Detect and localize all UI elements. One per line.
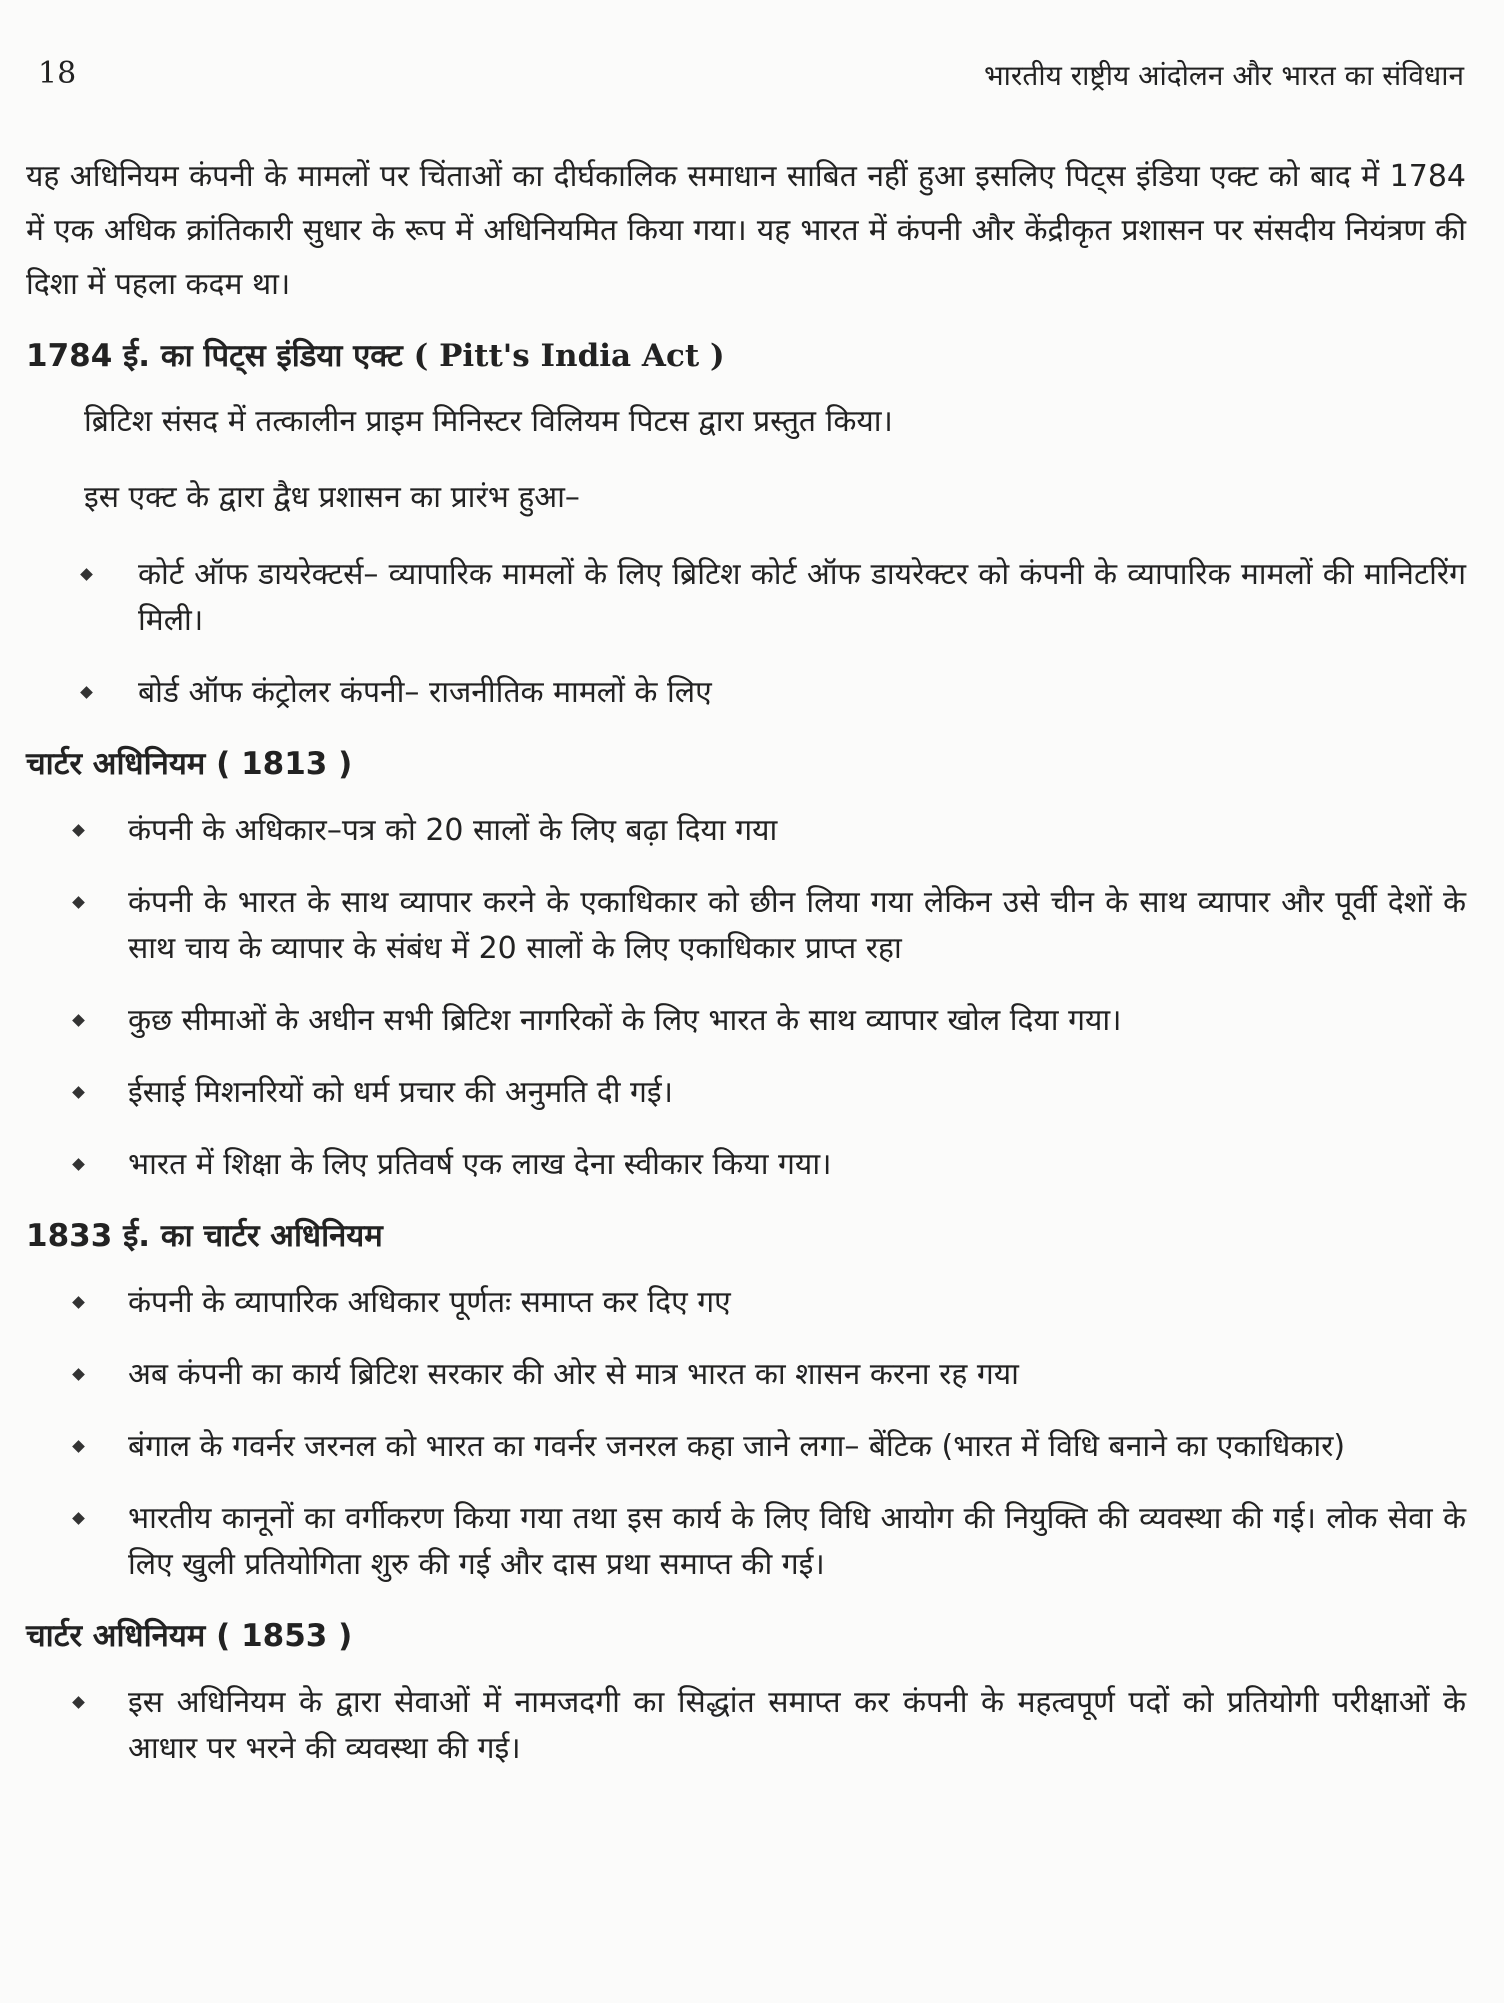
diamond-bullet-icon <box>72 1086 85 1099</box>
section-heading-charter-act-1833: 1833 ई. का चार्टर अधिनियम <box>26 1218 383 1254</box>
list-item-text: कंपनी के भारत के साथ व्यापार करने के एकाधिकार को छीन लिया गया लेकिन उसे चीन के साथ व्यापार और पूर्वी देशों के साथ चाय के व्यापार के संबंध में 20 सालों के लिए एकाधिकार प्राप्त रहा <box>128 885 1466 966</box>
page-content <box>26 150 1466 1798</box>
list-item <box>26 1070 1466 1116</box>
diamond-bullet-icon <box>72 1368 85 1381</box>
list-item <box>26 998 1466 1044</box>
list-item-text: बोर्ड ऑफ कंट्रोलर कंपनी– राजनीतिक मामलों के लिए <box>138 675 712 710</box>
bullet-list <box>26 1680 1466 1772</box>
list-item-text: कोर्ट ऑफ डायरेक्टर्स– व्यापारिक मामलों के लिए ब्रिटिश कोर्ट ऑफ डायरेक्टर को कंपनी के व्यापारिक मामलों की मानिटरिंग मिली। <box>138 557 1466 638</box>
diamond-bullet-icon <box>72 1158 85 1171</box>
list-item <box>26 880 1466 972</box>
diamond-bullet-icon <box>72 1014 85 1027</box>
list-item-text: अब कंपनी का कार्य ब्रिटिश सरकार की ओर से मात्र भारत का शासन करना रह गया <box>128 1357 1019 1392</box>
section-line: इस एक्ट के द्वारा द्वैध प्रशासन का प्रारंभ हुआ– <box>84 480 580 515</box>
section-line: ब्रिटिश संसद में तत्कालीन प्राइम मिनिस्टर विलियम पिटस द्वारा प्रस्तुत किया। <box>84 404 893 439</box>
diamond-bullet-icon <box>72 1696 85 1709</box>
list-item <box>26 1424 1466 1470</box>
heading-english: ( Pitt's India Act ) <box>413 338 725 374</box>
section-heading-pitts-india-act <box>26 334 1466 378</box>
list-item <box>26 808 1466 854</box>
list-item-text: भारतीय कानूनों का वर्गीकरण किया गया तथा इस कार्य के लिए विधि आयोग की नियुक्ति की व्यवस्था की गई। लोक सेवा के लिए खुली प्रतियोगिता शुरु की गई और दास प्रथा समाप्त की गई। <box>128 1501 1466 1582</box>
diamond-bullet-icon <box>72 1440 85 1453</box>
section-heading-charter-act-1813: चार्टर अधिनियम ( 1813 ) <box>26 746 353 782</box>
diamond-bullet-icon <box>80 568 93 581</box>
diamond-bullet-icon <box>72 824 85 837</box>
list-item-text: कंपनी के व्यापारिक अधिकार पूर्णतः समाप्त कर दिए गए <box>128 1285 731 1320</box>
list-item <box>26 552 1466 644</box>
diamond-bullet-icon <box>72 896 85 909</box>
diamond-bullet-icon <box>72 1296 85 1309</box>
list-item-text: ईसाई मिशनरियों को धर्म प्रचार की अनुमति दी गई। <box>128 1075 674 1110</box>
page-number: 18 <box>38 56 77 91</box>
list-item-text: कंपनी के अधिकार–पत्र को 20 सालों के लिए बढ़ा दिया गया <box>128 813 778 848</box>
list-item-text: बंगाल के गवर्नर जरनल को भारत का गवर्नर जनरल कहा जाने लगा– बेंटिक (भारत में विधि बनाने का एकाधिकार) <box>128 1429 1346 1464</box>
heading-hindi: 1784 ई. का पिट्स इंडिया एक्ट <box>26 338 403 374</box>
running-title: भारतीय राष्ट्रीय आंदोलन और भारत का संविधान <box>983 59 1464 92</box>
list-item-text: भारत में शिक्षा के लिए प्रतिवर्ष एक लाख देना स्वीकार किया गया। <box>128 1147 832 1182</box>
diamond-bullet-icon <box>72 1512 85 1525</box>
list-item <box>26 1680 1466 1772</box>
list-item-text: कुछ सीमाओं के अधीन सभी ब्रिटिश नागरिकों के लिए भारत के साथ व्यापार खोल दिया गया। <box>128 1003 1122 1038</box>
list-item-text: इस अधिनियम के द्वारा सेवाओं में नामजदगी का सिद्धांत समाप्त कर कंपनी के महत्वपूर्ण पदों को प्रतियोगी परीक्षाओं के आधार पर भरने की व्यवस्था की गई। <box>128 1685 1466 1766</box>
intro-paragraph: यह अधिनियम कंपनी के मामलों पर चिंताओं का दीर्घकालिक समाधान साबित नहीं हुआ इसलिए पिट्स इंडिया एक्ट को बाद में 1784 में एक अधिक क्रांतिकारी सुधार के रूप में अधिनियमित किया गया। यह भारत में कंपनी और केंद्रीकृत प्रशासन पर संसदीय नियंत्रण की दिशा में पहला कदम था। <box>26 159 1466 302</box>
bullet-list <box>26 552 1466 716</box>
bullet-list <box>26 1280 1466 1588</box>
list-item <box>26 1496 1466 1588</box>
list-item <box>26 1280 1466 1326</box>
list-item <box>26 1352 1466 1398</box>
list-item <box>26 670 1466 716</box>
diamond-bullet-icon <box>80 686 93 699</box>
page-header <box>38 56 1464 106</box>
list-item <box>26 1142 1466 1188</box>
section-heading-charter-act-1853: चार्टर अधिनियम ( 1853 ) <box>26 1618 353 1654</box>
bullet-list <box>26 808 1466 1188</box>
